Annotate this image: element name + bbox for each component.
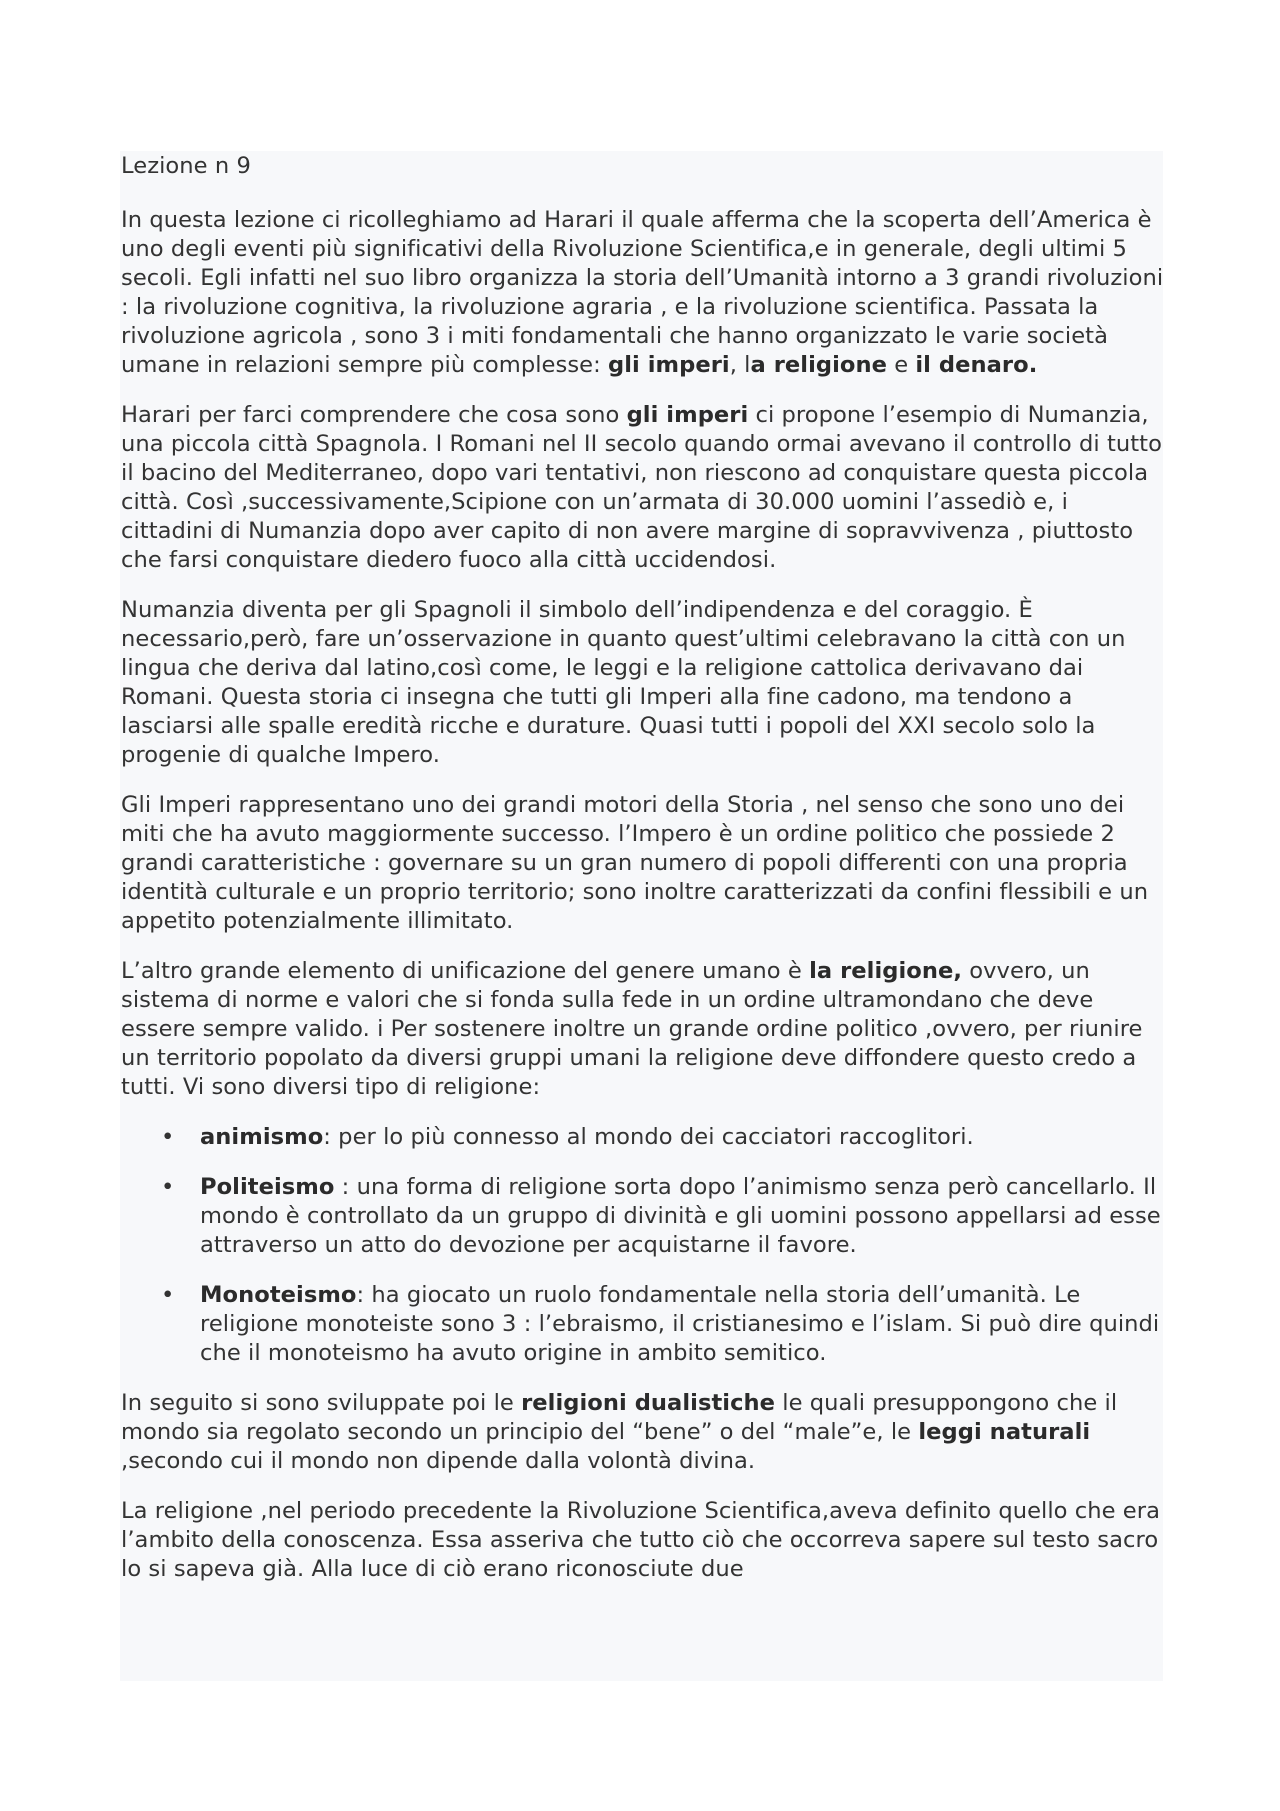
list-item: • Politeismo : una forma di religione sorta dopo l’animismo senza però cancellarlo. Il mondo è controllato da un gruppo di divinità e gli uomini possono appellarsi ad esse attraverso un atto do devozione per acquistarne il favore.: [161, 1174, 1161, 1258]
paragraph-numanzia: Harari per farci comprendere che cosa sono gli imperi ci propone l’esempio di Numanzia, una piccola città Spagnola. I Romani nel II secolo quando ormai avevano il controllo di tutto il bacino del Mediterraneo, dopo vari tentativi, non riescono ad conquistare questa piccola città. Così ,successivamente,Scipione con un’armata di 30.000 uomini l’assediò e, i cittadini di Numanzia dopo aver capito di non avere margine di sopravvivenza , piuttosto che farsi conquistare diedero fuoco alla città uccidendosi.: [121, 402, 1162, 573]
paragraph-dualistiche: In seguito si sono sviluppate poi le religioni dualistiche le quali presuppongono che il mondo sia regolato secondo un principio del “bene” o del “male”e, le leggi naturali ,secondo cui il mondo non dipende dalla volontà divina.: [121, 1390, 1118, 1474]
bold-religioni-dualistiche: religioni dualistiche: [521, 1390, 776, 1416]
bold-denaro: il denaro.: [915, 352, 1038, 378]
bold-leggi-naturali: leggi naturali: [918, 1419, 1091, 1445]
religion-term: Monoteismo: [200, 1282, 357, 1308]
lesson-title: Lezione n 9: [121, 153, 251, 179]
paragraph-intro: In questa lezione ci ricolleghiamo ad Harari il quale afferma che la scoperta dell’America è uno degli eventi più significativi della Rivoluzione Scientifica,e in generale, degli ultimi 5 secoli. Egli infatti nel suo libro organizza la storia dell’Umanità intorno a 3 grandi rivoluzioni : la rivoluzione cognitiva, la rivoluzione agraria , e la rivoluzione scientifica. Passata la rivoluzione agricola , sono 3 i miti fondamentali che hanno organizzato le varie società umane in relazioni sempre più complesse: gli imperi, la religione e il denaro.: [121, 207, 1164, 378]
document-body: [121, 152, 1166, 1605]
paragraph-imperi: Gli Imperi rappresentano uno dei grandi motori della Storia , nel senso che sono uno dei miti che ha avuto maggiormente successo. l’Impero è un ordine politico che possiede 2 grandi caratteristiche : governare su un gran numero di popoli differenti con una propria identità culturale e un proprio territorio; sono inoltre caratterizzati da confini flessibili e un appetito potenzialmente illimitato.: [121, 792, 1149, 934]
list-item: • Monoteismo: ha giocato un ruolo fondamentale nella storia dell’umanità. Le religione monoteiste sono 3 : l’ebraismo, il cristianesimo e l’islam. Si può dire quindi che il monoteismo ha avuto origine in ambito semitico.: [161, 1282, 1160, 1366]
bold-la-religione: la religione,: [809, 958, 962, 984]
bullet-icon: •: [161, 1174, 175, 1200]
bullet-icon: •: [161, 1282, 175, 1308]
religion-term: Politeismo: [200, 1174, 335, 1200]
religion-term: animismo: [200, 1124, 324, 1150]
paragraph-numanzia-symbol: Numanzia diventa per gli Spagnoli il simbolo dell’indipendenza e del coraggio. È necessario,però, fare un’osservazione in quanto quest’ultimi celebravano la città con un lingua che deriva dal latino,così come, le leggi e la religione cattolica derivavano dai Romani. Questa storia ci insegna che tutti gli Imperi alla fine cadono, ma tendono a lasciarsi alle spalle eredità ricche e durature. Quasi tutti i popoli del XXI secolo solo la progenie di qualche Impero.: [121, 597, 1126, 768]
bold-religione: a religione: [750, 352, 887, 378]
paragraph-religione: L’altro grande elemento di unificazione del genere umano è la religione, ovvero, un sistema di norme e valori che si fonda sulla fede in un ordine ultramondano che deve essere sempre valido. i Per sostenere inoltre un grande ordine politico ,ovvero, per riunire un territorio popolato da diversi gruppi umani la religione deve diffondere questo credo a tutti. Vi sono diversi tipo di religione:: [121, 958, 1143, 1100]
paragraph-conoscenza: La religione ,nel periodo precedente la Rivoluzione Scientifica,aveva definito quello che era l’ambito della conoscenza. Essa asseriva che tutto ciò che occorreva sapere sul testo sacro lo si sapeva già. Alla luce di ciò erano riconosciute due: [121, 1498, 1160, 1582]
bold-gli-imperi-2: gli imperi: [626, 402, 749, 428]
bold-gli-imperi: gli imperi: [608, 352, 730, 378]
list-item: • animismo: per lo più connesso al mondo dei cacciatori raccoglitori.: [161, 1124, 974, 1150]
religion-types-list: [121, 1123, 1166, 1368]
bullet-icon: •: [161, 1124, 175, 1150]
